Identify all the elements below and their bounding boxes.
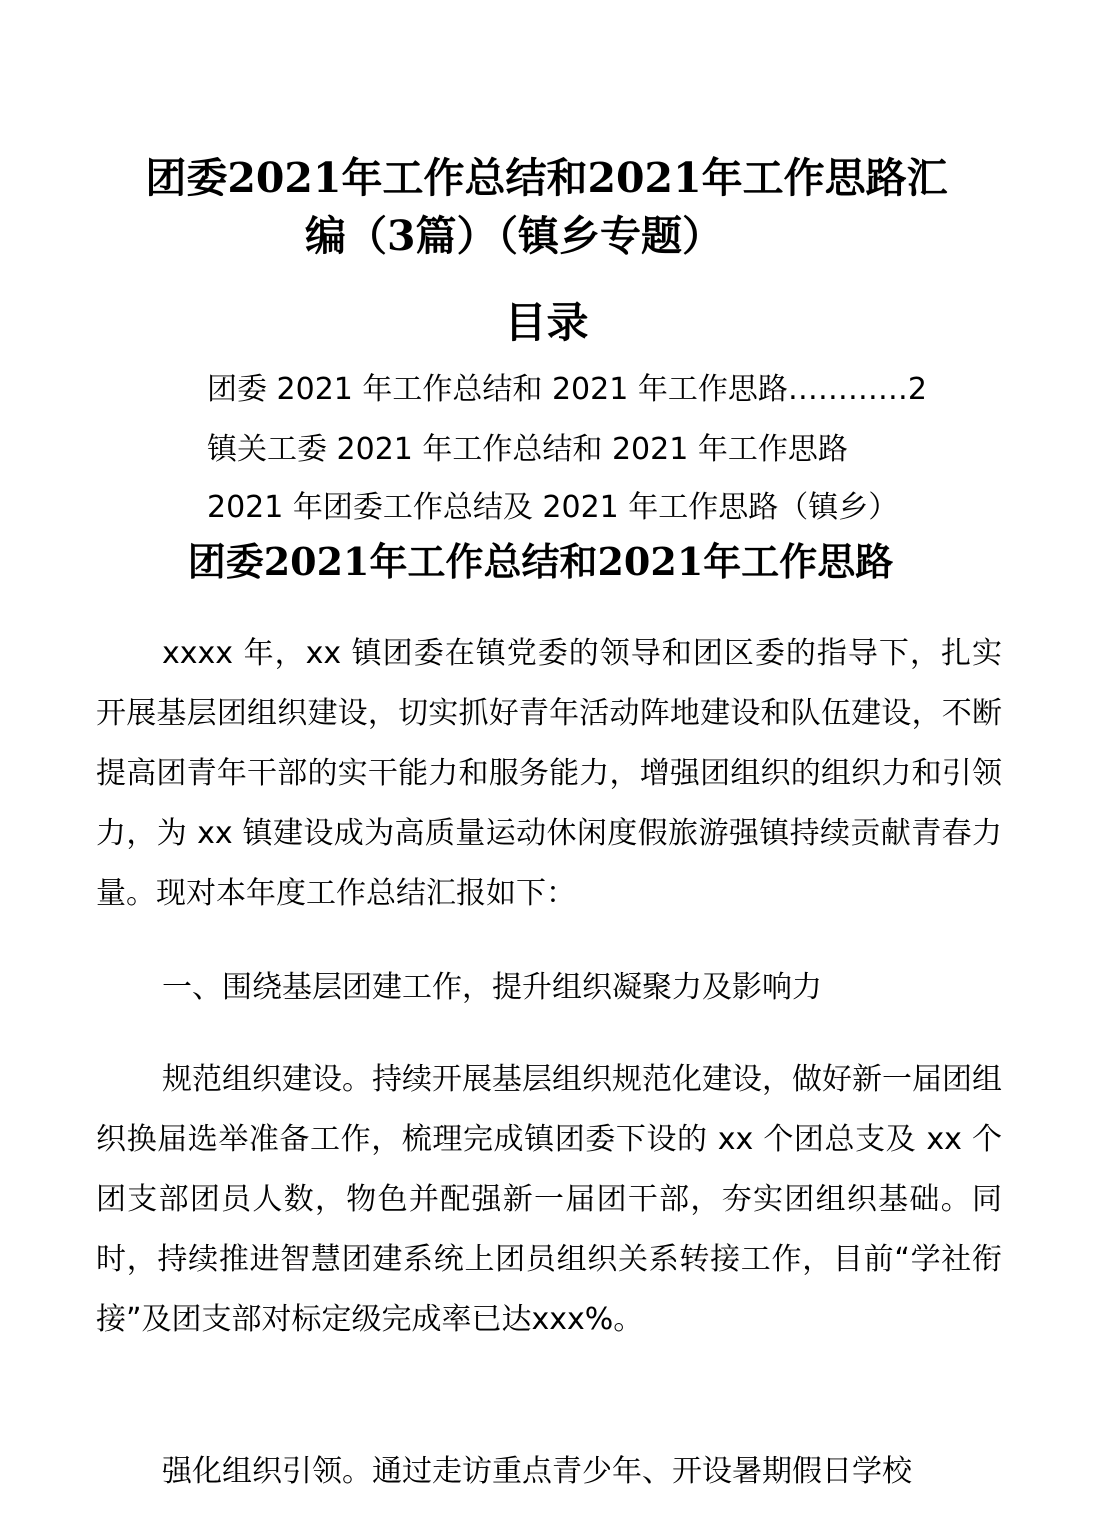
- toc-heading: 目录: [504, 298, 589, 347]
- section-subheading: 一、围绕基层团建工作，提升组织凝聚力及影响力: [162, 970, 822, 1005]
- section-title: 团委2021年工作总结和2021年工作思路: [187, 539, 894, 584]
- toc-item[interactable]: 团委 2021 年工作总结和 2021 年工作思路…………2: [207, 372, 927, 407]
- body-paragraph: 规范组织建设。持续开展基层组织规范化建设，做好新一届团组织换届选举准备工作，梳理完成镇团委下设的 xx 个团总支及 xx 个团支部团员人数，物色并配强新一届团干部，夯实团组织基础。同时，持续推进智慧团建系统上团员组织关系转接工作，目前“学社衔接”及团支部对标定级完成率已达xxx%。: [96, 1062, 1002, 1337]
- toc-item[interactable]: 2021 年团委工作总结及 2021 年工作思路（镇乡）: [207, 490, 899, 525]
- body-paragraph: 强化组织引领。通过走访重点青少年、开设暑期假日学校: [162, 1454, 912, 1489]
- document-title-line-1: 团委2021年工作总结和2021年工作思路汇: [145, 154, 948, 202]
- document-title-line-2: 编（3篇）（镇乡专题）: [305, 212, 724, 260]
- body-paragraph: xxxx 年，xx 镇团委在镇党委的领导和团区委的指导下，扎实开展基层团组织建设，切实抓好青年活动阵地建设和队伍建设，不断提高团青年干部的实干能力和服务能力，增强团组织的组织力和引领力，为 xx 镇建设成为高质量运动休闲度假旅游强镇持续贡献青春力量。现对本年度工作总结汇报如下：: [96, 636, 1002, 911]
- toc-item[interactable]: 镇关工委 2021 年工作总结和 2021 年工作思路: [207, 432, 848, 467]
